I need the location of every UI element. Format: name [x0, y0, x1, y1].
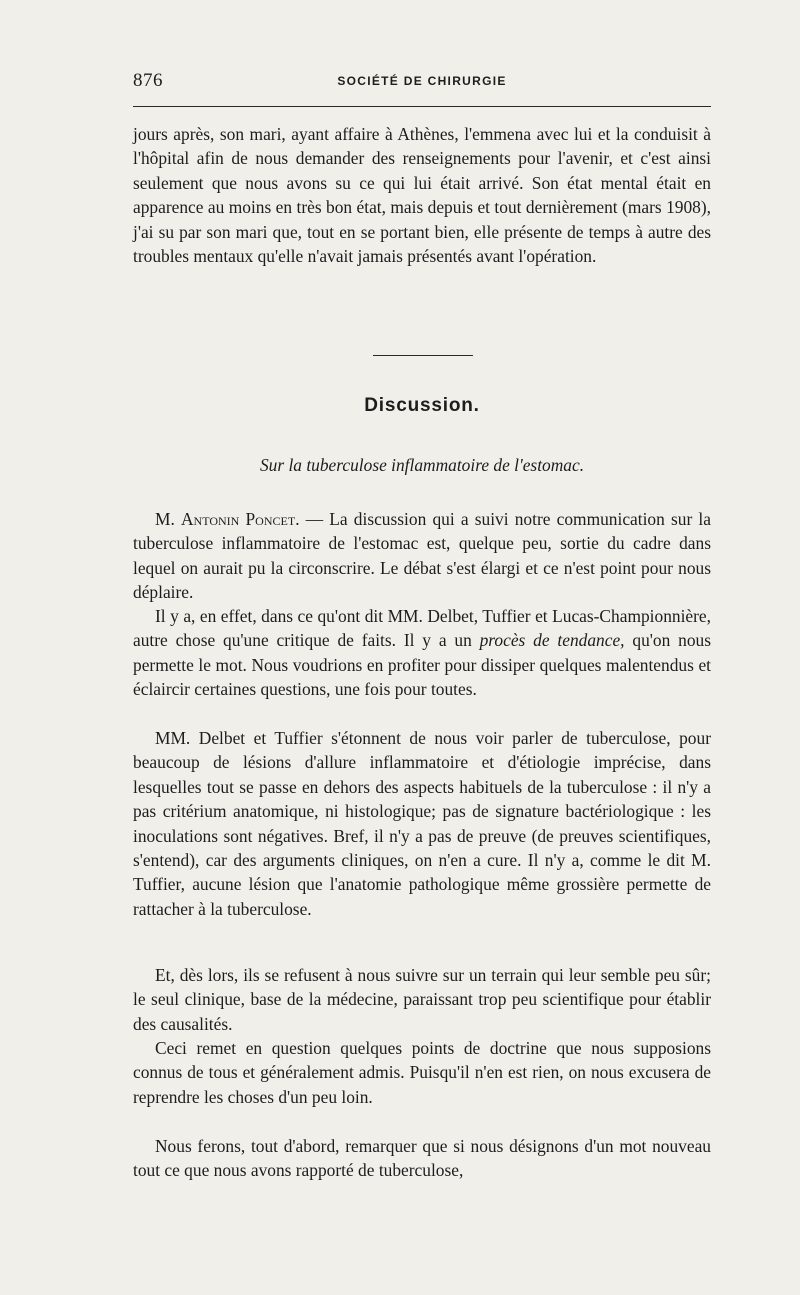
italic-phrase: procès de tendance, [479, 630, 625, 651]
speaker-prefix: M. [155, 509, 181, 529]
running-title: SOCIÉTÉ DE CHIRURGIE [337, 74, 507, 88]
paragraph-proces-de-tendance [133, 604, 711, 702]
page-header [133, 70, 711, 98]
paragraph-text: . — La discussion qui a suivi notre communication sur la tuberculose inflammatoire de l'estomac est, quelque peu, sortie du cadre dans lequel on aurait pu la circonscrire. Le débat s'est élargi et ce n'est point pour nous déplaire. [133, 509, 711, 603]
page-number: 876 [133, 70, 163, 91]
paragraph-doctrine: Ceci remet en question quelques points de doctrine que nous supposions connus de tous et généralement admis. Puisqu'il n'en est rien, on nous excusera de reprendre les choses d'un peu loin. [133, 1038, 711, 1107]
paragraph-text: qu'on nous permette le mot. Nous voudrions en profiter pour dissiper quelques malentendus et éclaircir certaines questions, une fois pour toutes. [133, 630, 711, 700]
section-separator [373, 355, 473, 356]
paragraph-remarque: Nous ferons, tout d'abord, remarquer que si nous désignons d'un mot nouveau tout ce que nous avons rapporté de tuberculose, [133, 1136, 711, 1181]
section-subtitle: Sur la tuberculose inflammatoire de l'estomac. [259, 455, 585, 475]
paragraph-continuation: jours après, son mari, ayant affaire à Athènes, l'emmena avec lui et la conduisit à l'hôpital afin de nous demander des renseignements pour l'avenir, et c'est ainsi seulement que nous avons su ce qui lui était arrivé. Son état mental était en apparence au moins en très bon état, mais depuis et tout dernièrement (mars 1908), j'ai su par son mari que, tout en se portant bien, elle présente de temps à autre des troubles mentaux qu'elle n'avait jamais présentés avant l'opération. [133, 124, 711, 267]
paragraph-delbet-tuffier: MM. Delbet et Tuffier s'étonnent de nous voir parler de tuberculose, pour beaucoup de lésions d'allure inflammatoire et d'étiologie imprécise, dans lesquelles tout se passe en dehors des aspects habituels de la tuberculose : il n'y a pas critérium anatomique, ni histologique; pas de signature bactériologique : les inoculations sont négatives. Bref, il n'y a pas de preuve (de preuves scientifiques, s'entend), car des arguments cliniques, on n'en a cure. Il n'y a, comme le dit M. Tuffier, aucune lésion que l'anatomie pathologique même grossière permette de rattacher à la tuberculose. [133, 728, 711, 919]
paragraph-poncet-intro [133, 507, 711, 605]
section-title: Discussion. [364, 395, 480, 416]
paragraph-text: Il y a, en effet, dans ce qu'ont dit MM. Delbet, Tuffier et Lucas-Championnière, autre chose qu'une critique de faits. Il y a un [133, 606, 711, 651]
speaker-name: Antonin Poncet [181, 509, 296, 529]
paragraph-refus: Et, dès lors, ils se refusent à nous suivre sur un terrain qui leur semble peu sûr; le seul clinique, base de la médecine, paraissant trop peu scientifique pour établir des causalités. [133, 965, 711, 1034]
header-rule [133, 106, 711, 107]
